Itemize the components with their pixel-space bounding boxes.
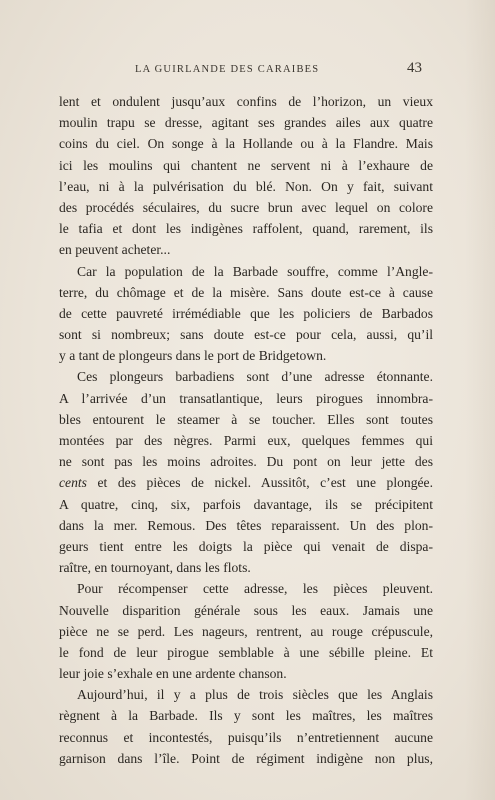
text-line: Pour récompenser cette adresse, les pièces pleuvent. (77, 581, 433, 597)
text-line: le tafia et dont les indigènes raffolent, quand, rarement, ils (59, 221, 433, 237)
text-line: dans la mer. Remous. Des têtes reparaissent. Un des plon- (59, 517, 433, 533)
text-line: lent et ondulent jusqu’aux confins de l’horizon, un vieux (59, 94, 433, 109)
text-line: Aujourd’hui, il y a plus de trois siècles que les Anglais (77, 687, 433, 703)
text-line: bles entourent le steamer à se toucher. Elles sont toutes (59, 411, 433, 427)
page-number: 43 (407, 60, 422, 76)
text-line: le fond de leur pirogue semblable à une sébille pleine. Et (59, 644, 433, 660)
text-line: règnent à la Barbade. Ils y sont les maîtres, les maîtres (59, 708, 433, 724)
text-line: en peuvent acheter... (59, 242, 171, 258)
text-line: sont si nombreux; sans doute est-ce pour cela, aussi, qu’il (59, 327, 433, 343)
text-line: raître, en tournoyant, dans les flots. (59, 560, 251, 576)
text-line: Nouvelle disparition générale sous les eaux. Jamais une (59, 602, 433, 618)
text-line: terre, du chômage et de la misère. Sans doute est-ce à cause (59, 284, 433, 300)
text-line: leur joie s’exhale en une ardente chanson. (59, 666, 287, 682)
text-line: A l’arrivée d’un transatlantique, leurs pirogues innombra- (59, 390, 433, 406)
text-line: montées par des nègres. Parmi eux, quelques femmes qui (59, 433, 433, 448)
text-line: pièce ne se perd. Les nageurs, rentrent, au rouge crépuscule, (59, 623, 433, 639)
text-line: Car la population de la Barbade souffre, comme l’Angle- (77, 263, 433, 279)
text-line: de cette pauvreté irrémédiable que les policiers de Barbados (59, 305, 433, 321)
text-line: cents et des pièces de nickel. Aussitôt, c’est une plongée. (59, 475, 433, 491)
text-line: garnison dans l’île. Point de régiment indigène non plus, (59, 750, 433, 766)
text-line: l’eau, ni à la pulvérisation du blé. Non. On y fait, suivant (59, 178, 433, 194)
text-line: Ces plongeurs barbadiens sont d’une adresse étonnante. (77, 369, 433, 385)
text-line: ne sont pas les moins adroites. Du pont on leur jette des (59, 454, 433, 470)
running-head: LA GUIRLANDE DES CARAIBES (135, 64, 320, 75)
page-edge-shading (465, 0, 495, 800)
text-line: ici les moulins qui chantent ne servent ni à l’exhaure de (59, 157, 433, 173)
text-line: moulin trapu se dresse, agitant ses grandes ailes aux quatre (59, 115, 433, 131)
text-line: A quatre, cinq, six, parfois davantage, ils se précipitent (59, 496, 433, 512)
text-line: coins du ciel. On songe à la Hollande ou à la Flandre. Mais (59, 136, 433, 152)
text-line: reconnus et incontestés, puisqu’ils n’entretiennent aucune (59, 729, 433, 745)
text-line: des procédés séculaires, du sucre brun avec lequel on colore (59, 199, 433, 215)
body-text (59, 91, 433, 769)
text-line: geurs tient entre les doigts la pièce qui venait de dispa- (59, 538, 433, 554)
text-line: y a tant de plongeurs dans le port de Bridgetown. (59, 348, 327, 364)
